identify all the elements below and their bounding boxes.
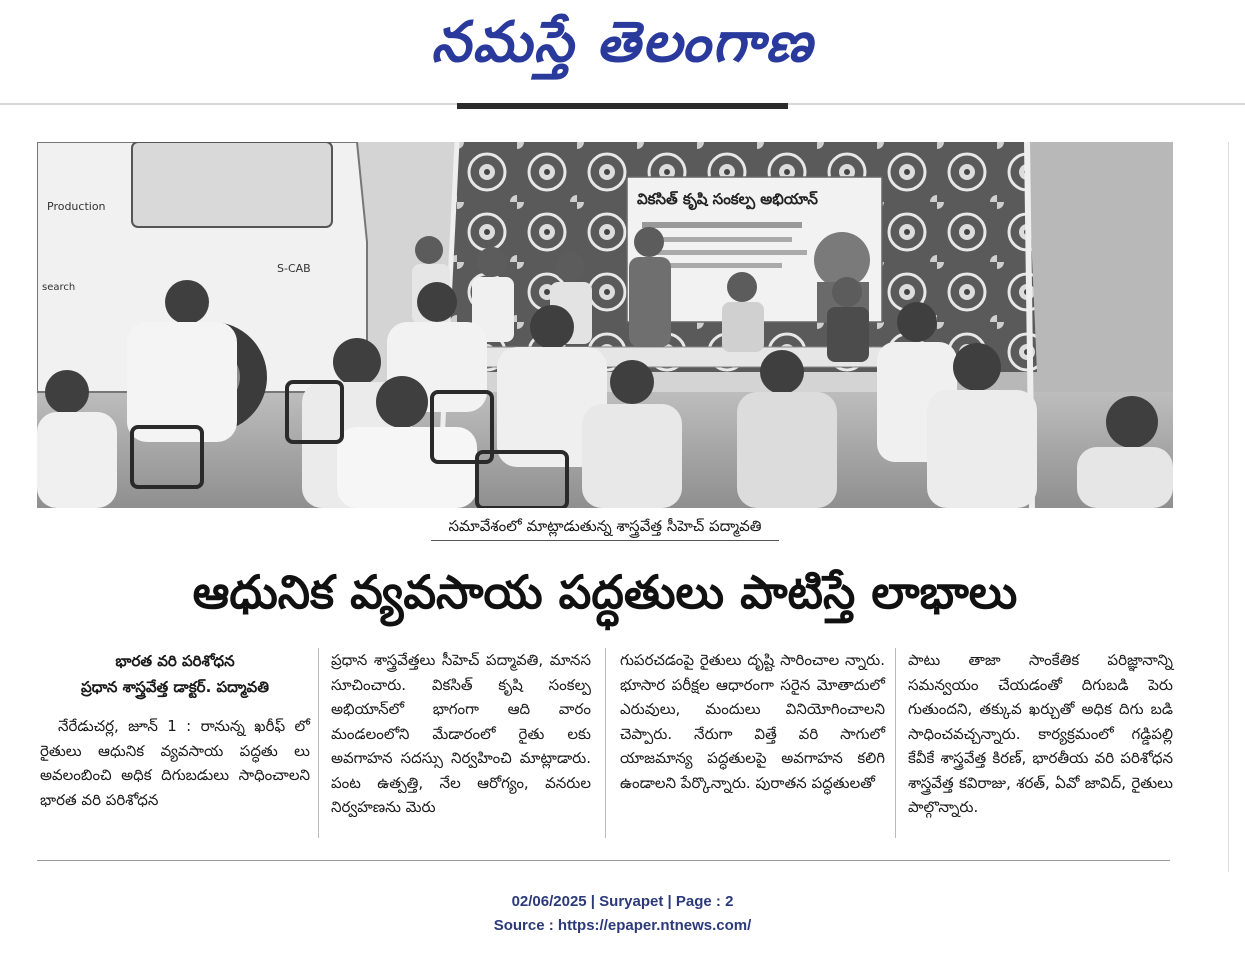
column-divider (895, 648, 896, 838)
masthead-accent-bar (457, 103, 788, 109)
article-headline: ఆధునిక వ్యవసాయ పద్ధతులు పాటిస్తే లాభాలు (192, 565, 1018, 619)
news-photo (37, 142, 1173, 508)
newspaper-logo: నమస్తే తెలంగాణ (431, 10, 814, 75)
column-2-text: ప్రధాన శాస్త్రవేత్తలు సీహెచ్ పద్మావతి, మానస సూచించారు. వికసిత్ కృషి సంకల్ప అభియాన్‌లో భాగంగా ఆది వారం మండలంలోని మేడారంలో రైతు లకు అవగాహన సదస్సు నిర్వహించి మాట్లాడారు. పంట ఉత్పత్తి, నేల ఆరోగ్యం, వనరుల నిర్వహణను మెరు (331, 651, 591, 816)
column-divider (605, 648, 606, 838)
banner-title: వికసిత్ కృషి సంకల్ప అభియాన్ (637, 190, 818, 208)
caption-text: సమావేశంలో మాట్లాడుతున్న శాస్త్రవేత్త సీహెచ్ పద్మావతి (431, 512, 780, 541)
article-column-3 (620, 648, 885, 848)
footer-source-link[interactable]: Source : https://epaper.ntnews.com/ (493, 917, 752, 934)
page-border-right (1228, 142, 1229, 872)
meeting-photo-illustration (37, 142, 1173, 508)
column-3-text: గుపరచడంపై రైతులు దృష్టి సారించాల న్నారు. భూసార పరీక్షల ఆధారంగా సరైన మోతాదులో ఎరువులు, మందులు వినియోగించాలని చెప్పారు. నేరుగా విత్తే వరి సాగులో యాజమాన్య పద్ధతులపై అవగాహన కలిగి ఉండాలని పేర్కొన్నారు. పురాతన పద్ధతులతో (620, 651, 885, 792)
article-column-4 (908, 648, 1173, 848)
van-text-production: Production (47, 200, 106, 213)
van-text-scab: S-CAB (277, 262, 311, 275)
subhead-line-1: భారత వరి పరిశోధన (115, 652, 235, 670)
photo-caption (37, 512, 1173, 542)
article-column-2 (331, 648, 591, 848)
article-bottom-rule (37, 860, 1170, 861)
column-1-text: నేరేడుచర్ల, జూన్ 1 : రానున్న ఖరీఫ్ లో రైతులు ఆధునిక వ్యవసాయ పద్ధతు లు అవలంబించి అధిక దిగుబడులు సాధించాలని భారత వరి పరిశోధన (40, 717, 310, 809)
masthead (0, 0, 1245, 100)
column-4-text: పాటు తాజా సాంకేతిక పరిజ్ఞానాన్ని సమన్వయం చేయడంతో దిగుబడి పెరు గుతుందని, తక్కువ ఖర్చుతో అధిక దిగు బడి సాధించవచ్చన్నారు. కార్యక్రమంలో గడ్డిపల్లి కేవీకే శాస్త్రవేత్త కిరణ్, భారతీయ వరి పరిశోధన శాస్త్రవేత్త కవిరాజు, శరత్, ఏవో జావిద్, రైతులు పాల్గొన్నారు. (908, 651, 1173, 816)
van-text-search: search (42, 282, 76, 293)
column-divider (318, 648, 319, 838)
page-footer (0, 890, 1245, 938)
footer-date-edition: 02/06/2025 | Suryapet | Page : 2 (511, 893, 734, 910)
article-column-1 (40, 648, 310, 848)
subhead-line-2: ప్రధాన శాస్త్రవేత్త డాక్టర్. పద్మావతి (81, 678, 269, 696)
